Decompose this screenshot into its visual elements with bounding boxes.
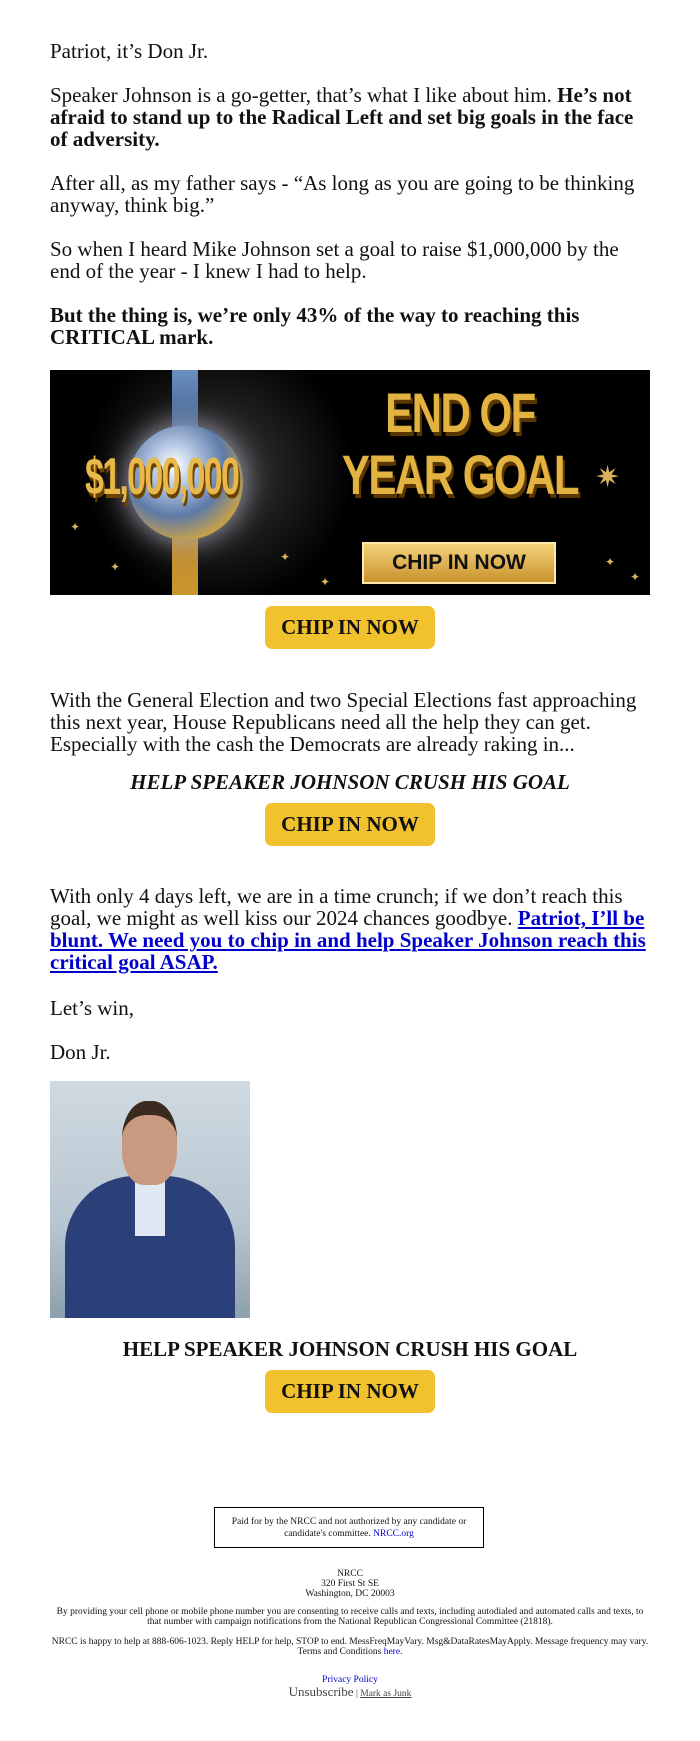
address: [50, 1569, 650, 1599]
sparkle-icon: ✦: [280, 550, 291, 564]
sparkle-icon: ✦: [110, 560, 121, 574]
photo-shirt: [135, 1176, 165, 1236]
paragraph-quote: After all, as my father says - “As long as you are going to be thinking anyway, think big.”: [50, 171, 635, 217]
sparkle-icon: ✦: [630, 570, 641, 584]
signature: Don Jr.: [50, 1040, 111, 1064]
paid-for-disclaimer: [214, 1507, 484, 1548]
urgency-text: With only 4 days left, we are in a time crunch; if we don’t reach this goal, we might as well kiss our 2024 chances goodbye.: [50, 884, 623, 930]
disclaimer-text: Paid for by the NRCC and not authorized by any candidate or candidate's committee.: [231, 1517, 467, 1539]
paragraph-election: With the General Election and two Special Elections fast approaching this next year, House Republicans need all the help they can get. Especially with the cash the Democrats are already raking in...: [50, 688, 637, 756]
end-of-year-goal-banner[interactable]: [50, 370, 650, 595]
photo-head: [122, 1101, 177, 1185]
banner-chip-in-button[interactable]: CHIP IN NOW: [362, 542, 556, 584]
paragraph-intro: [50, 84, 650, 150]
paragraph-goal: So when I heard Mike Johnson set a goal to raise $1,000,000 by the end of the year - I knew I had to help.: [50, 237, 619, 283]
org-name: NRCC: [337, 1569, 363, 1579]
help-text: NRCC is happy to help at 888-606-1023. Reply HELP for help, STOP to end. MessFreqMayVary. Msg&DataRatesMayApply. Message frequency may vary. Terms and Conditions here.: [51, 1637, 649, 1657]
help-heading-italic: HELP SPEAKER JOHNSON CRUSH HIS GOAL: [130, 770, 570, 794]
sparkle-icon: ✷: [595, 461, 621, 494]
street: 320 First St SE: [321, 1579, 379, 1589]
banner-title-line2: YEAR GOAL: [341, 443, 579, 506]
chip-in-link[interactable]: Patriot, I’ll be blunt. We need you to chip in and help Speaker Johnson reach this critical goal ASAP.: [50, 906, 646, 974]
divider: |: [355, 1689, 358, 1699]
nrcc-link[interactable]: NRCC.org: [373, 1529, 414, 1539]
paragraph-progress: [50, 304, 650, 348]
greeting: Patriot, it’s Don Jr.: [50, 39, 209, 63]
intro-bold-text: He’s not afraid to stand up to the Radical Left and set big goals in the face of adversity.: [50, 83, 634, 151]
progress-text: But the thing is, we’re only 43% of the way to reaching this CRITICAL mark.: [50, 303, 580, 349]
paragraph-urgency: [50, 885, 650, 973]
unsubscribe-link[interactable]: Unsubscribe: [288, 1684, 354, 1699]
sparkle-icon: ✦: [70, 520, 81, 534]
footer-links: [50, 1675, 650, 1699]
chip-in-button[interactable]: CHIP IN NOW: [265, 1370, 435, 1413]
email-body: [50, 40, 650, 1413]
sparkle-icon: ✦: [320, 575, 331, 589]
banner-amount: $1,000,000: [85, 448, 239, 506]
sparkle-icon: ✦: [605, 555, 616, 569]
mark-as-junk-link[interactable]: Mark as Junk: [360, 1689, 412, 1699]
intro-text: Speaker Johnson is a go-getter, that’s what I like about him.: [50, 83, 558, 107]
chip-in-button[interactable]: CHIP IN NOW: [265, 606, 435, 649]
don-jr-photo: [50, 1081, 250, 1318]
banner-title-line1: END OF: [385, 381, 535, 444]
terms-link[interactable]: here: [383, 1647, 401, 1657]
signoff: Let’s win,: [50, 996, 134, 1020]
help-text-body: NRCC is happy to help at 888-606-1023. Reply HELP for help, STOP to end. MessFreqMayVary. Msg&DataRatesMayApply. Message frequency may vary. Terms and Conditions: [51, 1637, 649, 1657]
privacy-policy-link[interactable]: Privacy Policy: [322, 1675, 378, 1685]
chip-in-button[interactable]: CHIP IN NOW: [265, 803, 435, 846]
help-heading: HELP SPEAKER JOHNSON CRUSH HIS GOAL: [122, 1337, 578, 1361]
consent-text: By providing your cell phone or mobile phone number you are consenting to receive calls and texts, including autodialed and automated calls and texts, to that number with campaign notifications from the National Republican Congressional Committee (21818).: [56, 1607, 644, 1627]
banner-title: [340, 382, 580, 506]
city: Washington, DC 20003: [305, 1589, 395, 1599]
